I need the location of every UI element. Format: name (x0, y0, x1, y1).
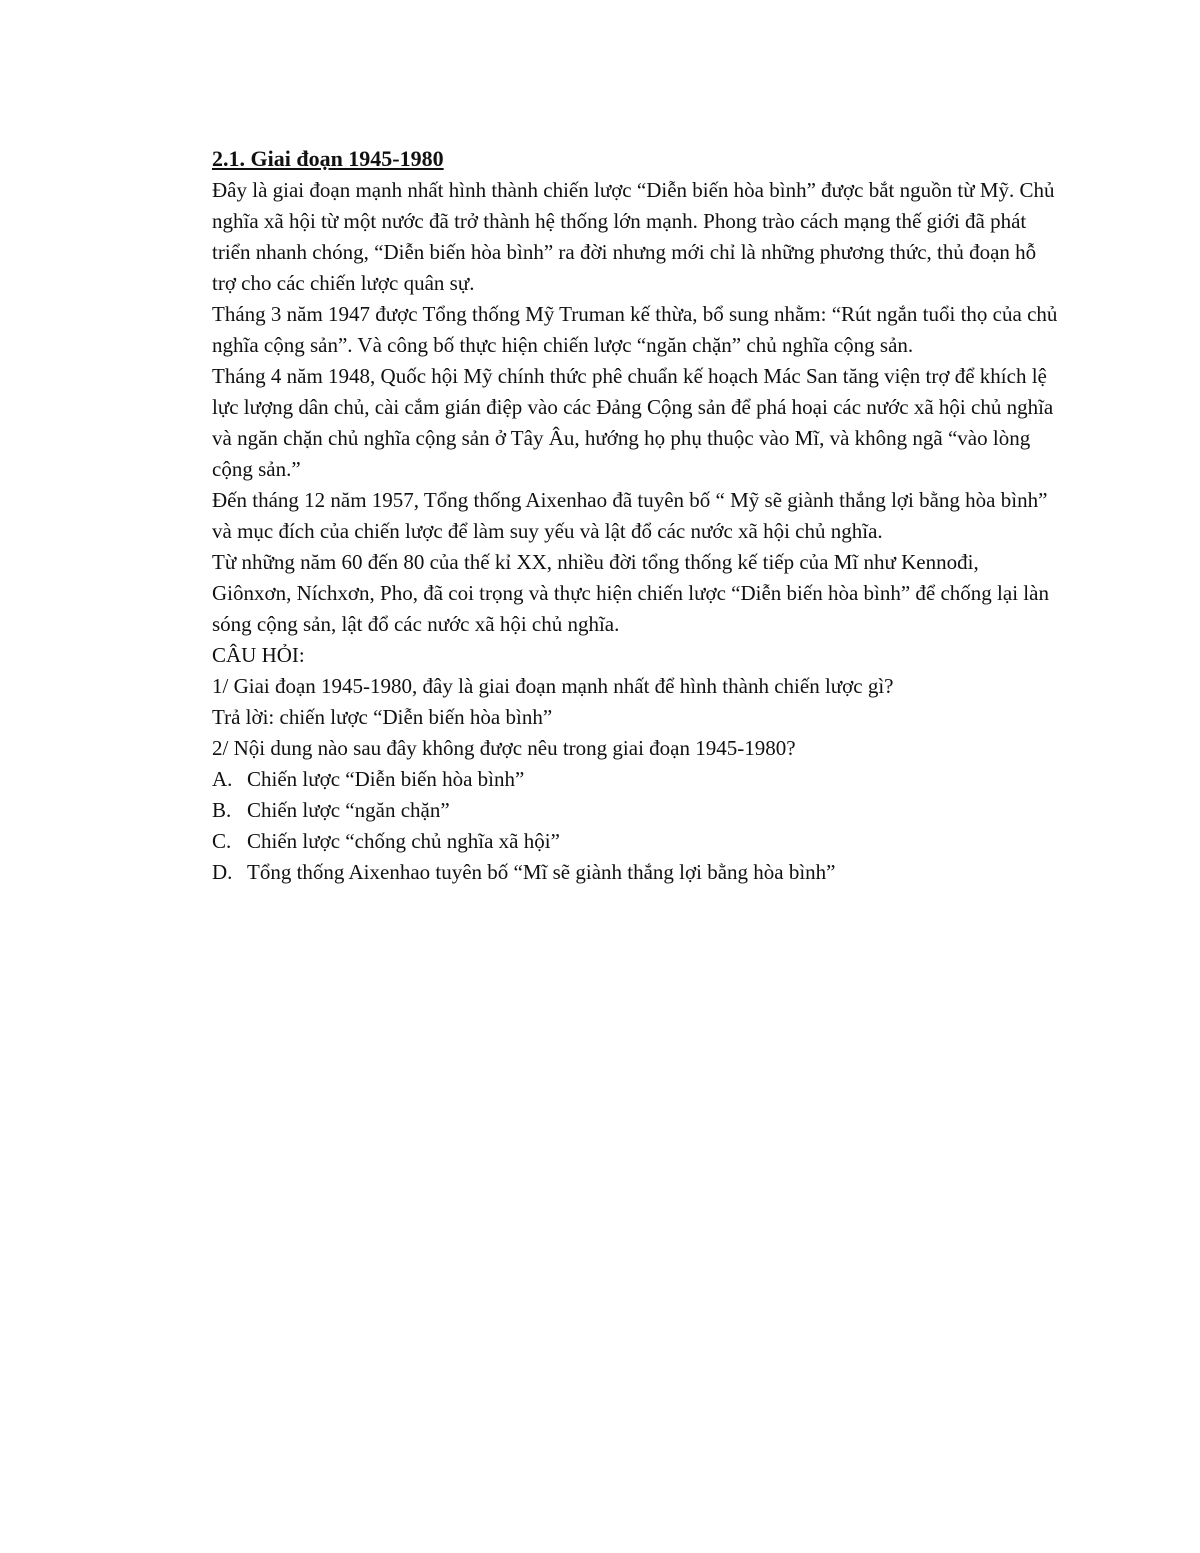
option-text: Chiến lược “chống chủ nghĩa xã hội” (247, 829, 560, 853)
questions-label: CÂU HỎI: (212, 643, 305, 667)
option-text: Tổng thống Aixenhao tuyên bố “Mĩ sẽ giành thắng lợi bằng hòa bình” (247, 860, 836, 884)
option-letter: D. (212, 860, 233, 884)
paragraph-intro: Đây là giai đoạn mạnh nhất hình thành chiến lược “Diễn biến hòa bình” được bắt nguồn từ Mỹ. Chủ nghĩa xã hội từ một nước đã trở thành hệ thống lớn mạnh. Phong trào cách mạng thế giới đã phát triển nhanh chóng, “Diễn biến hòa bình” ra đời nhưng mới chỉ là những phương thức, thủ đoạn hỗ trợ cho các chiến lược quân sự. (212, 178, 1055, 295)
section-heading: 2.1. Giai đoạn 1945-1980 (212, 146, 444, 171)
option-text: Chiến lược “Diễn biến hòa bình” (247, 767, 525, 791)
paragraph-60-80: Từ những năm 60 đến 80 của thế kỉ XX, nhiều đời tổng thống kế tiếp của Mĩ như Kennođi, Giônxơn, Níchxơn, Pho, đã coi trọng và thực hiện chiến lược “Diễn biến hòa bình” để chống lại làn sóng cộng sản, lật đổ các nước xã hội chủ nghĩa. (212, 550, 1049, 636)
option-text: Chiến lược “ngăn chặn” (247, 798, 450, 822)
question-2: 2/ Nội dung nào sau đây không được nêu trong giai đoạn 1945-1980? (212, 736, 796, 760)
answer-options (212, 764, 1062, 888)
paragraph-1947: Tháng 3 năm 1947 được Tổng thống Mỹ Truman kế thừa, bổ sung nhằm: “Rút ngắn tuổi thọ của chủ nghĩa cộng sản”. Và công bố thực hiện chiến lược “ngăn chặn” chủ nghĩa cộng sản. (212, 302, 1058, 357)
option-letter: B. (212, 798, 232, 822)
paragraph-1957: Đến tháng 12 năm 1957, Tổng thống Aixenhao đã tuyên bố “ Mỹ sẽ giành thắng lợi bằng hòa bình” và mục đích của chiến lược để làm suy yếu và lật đổ các nước xã hội chủ nghĩa. (212, 488, 1048, 543)
document-page (212, 143, 1062, 888)
answer-1: Trả lời: chiến lược “Diễn biến hòa bình” (212, 705, 553, 729)
option-letter: C. (212, 829, 232, 853)
paragraph-1948: Tháng 4 năm 1948, Quốc hội Mỹ chính thức phê chuẩn kế hoạch Mác San tăng viện trợ để khích lệ lực lượng dân chủ, cài cắm gián điệp vào các Đảng Cộng sản để phá hoại các nước xã hội chủ nghĩa và ngăn chặn chủ nghĩa cộng sản ở Tây Âu, hướng họ phụ thuộc vào Mĩ, và không ngã “vào lòng cộng sản.” (212, 364, 1054, 481)
option-a (212, 764, 1062, 795)
option-d (212, 857, 1062, 888)
option-c (212, 826, 1062, 857)
question-1: 1/ Giai đoạn 1945-1980, đây là giai đoạn mạnh nhất để hình thành chiến lược gì? (212, 674, 894, 698)
option-b (212, 795, 1062, 826)
option-letter: A. (212, 767, 233, 791)
